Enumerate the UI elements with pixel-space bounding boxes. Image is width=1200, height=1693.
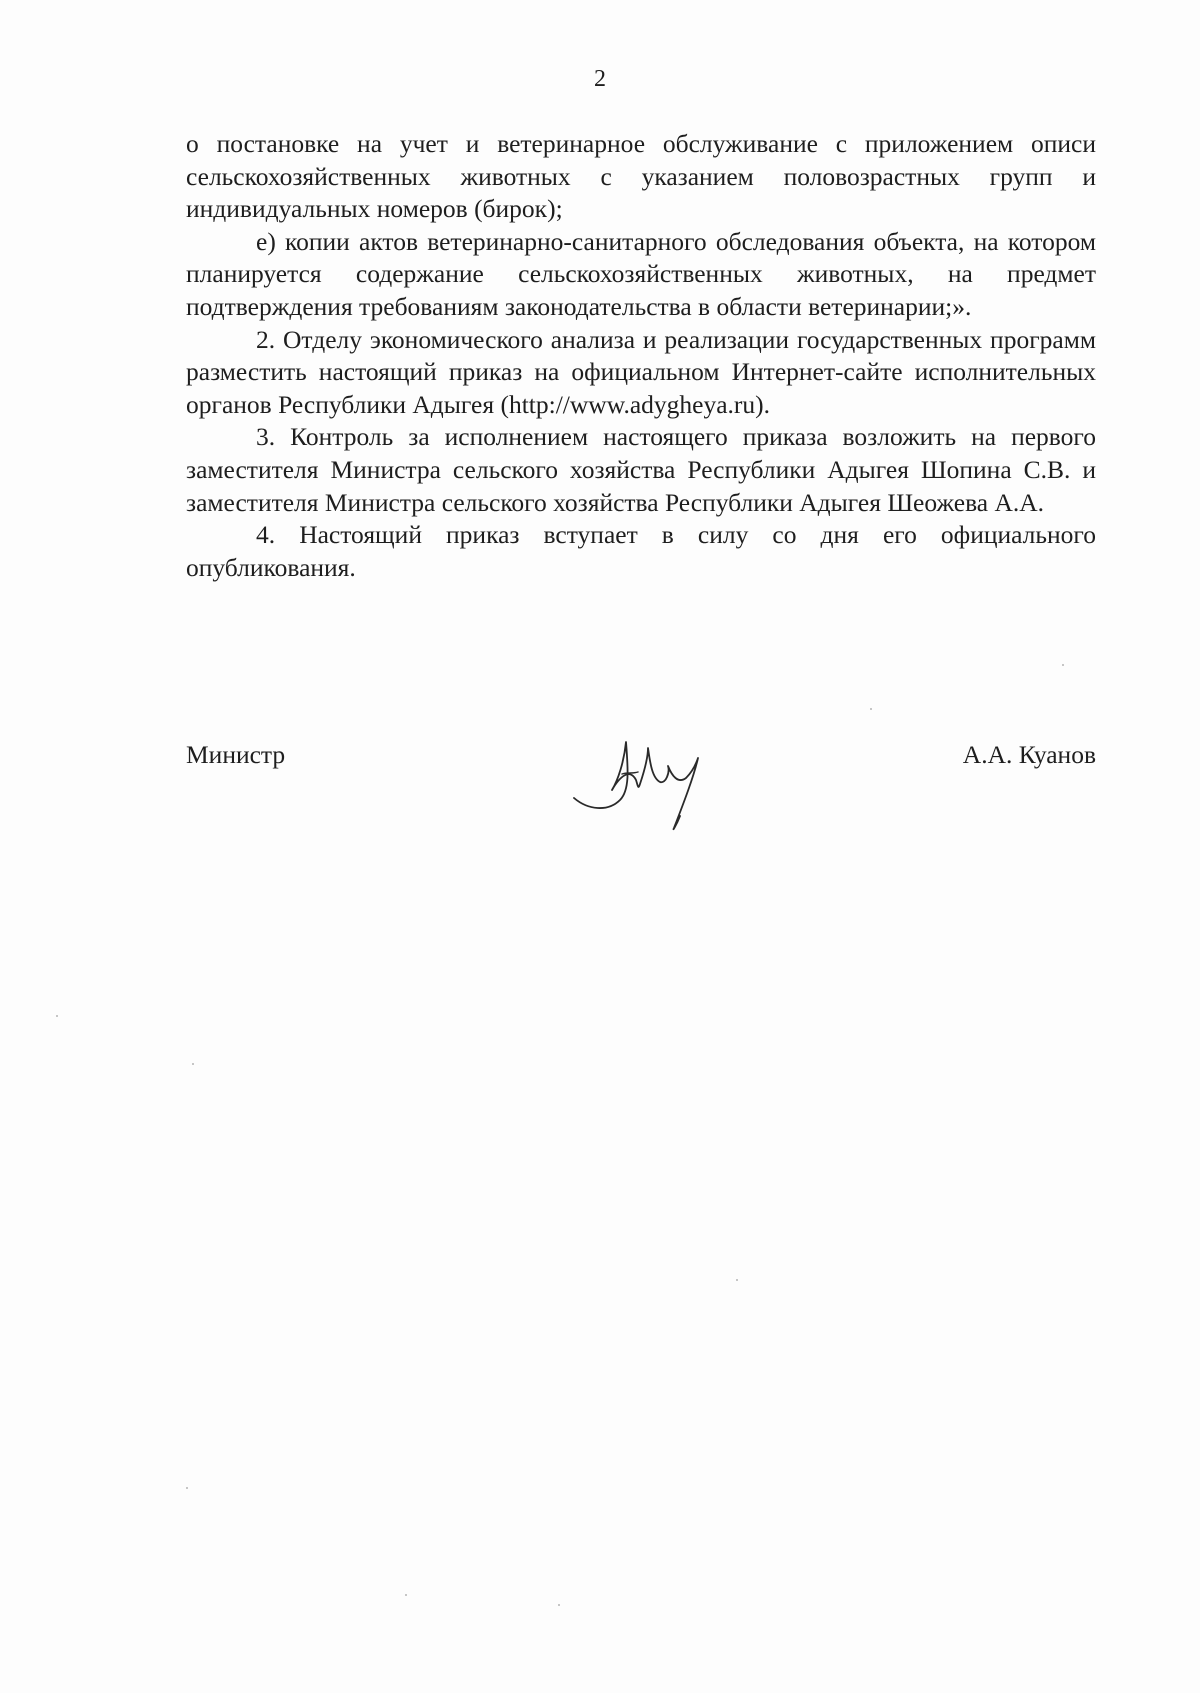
page-number: 2: [594, 66, 606, 92]
scan-speck: [405, 1594, 407, 1596]
scan-speck: [186, 1487, 188, 1489]
scan-speck: [736, 1279, 738, 1281]
document-body: [186, 128, 1096, 584]
handwritten-signature: [568, 728, 708, 838]
paragraph-item-e: е) копии актов ветеринарно-санитарного обследования объекта, на котором планируется содержание сельскохозяйственных животных, на предмет подтверждения требованиям законодательства в области ветеринарии;».: [186, 226, 1096, 321]
scan-speck: [192, 1063, 194, 1065]
paragraph-continuation: о постановке на учет и ветеринарное обслуживание с приложением описи сельскохозяйственных животных с указанием половозрастных групп и индивидуальных номеров (бирок);: [186, 129, 1096, 224]
scan-speck: [1062, 664, 1064, 666]
paragraph-item-3: 3. Контроль за исполнением настоящего приказа возложить на первого заместителя Министра сельского хозяйства Республики Адыгея Шопина С.В. и заместителя Министра сельского хозяйства Республики Адыгея Шеожева А.А.: [186, 422, 1096, 517]
signatory-name: А.А. Куанов: [962, 740, 1096, 769]
paragraph-item-2: 2. Отделу экономического анализа и реализации государственных программ разместить настоящий приказ на официальном Интернет-сайте исполнительных органов Республики Адыгея (http://www.adygheya.ru).: [186, 324, 1096, 419]
signatory-position: Министр: [186, 740, 286, 769]
scan-speck: [56, 1015, 58, 1017]
scan-speck: [870, 708, 872, 710]
scan-speck: [558, 1604, 560, 1606]
paragraph-item-4: 4. Настоящий приказ вступает в силу со дня его официального опубликования.: [186, 520, 1096, 582]
